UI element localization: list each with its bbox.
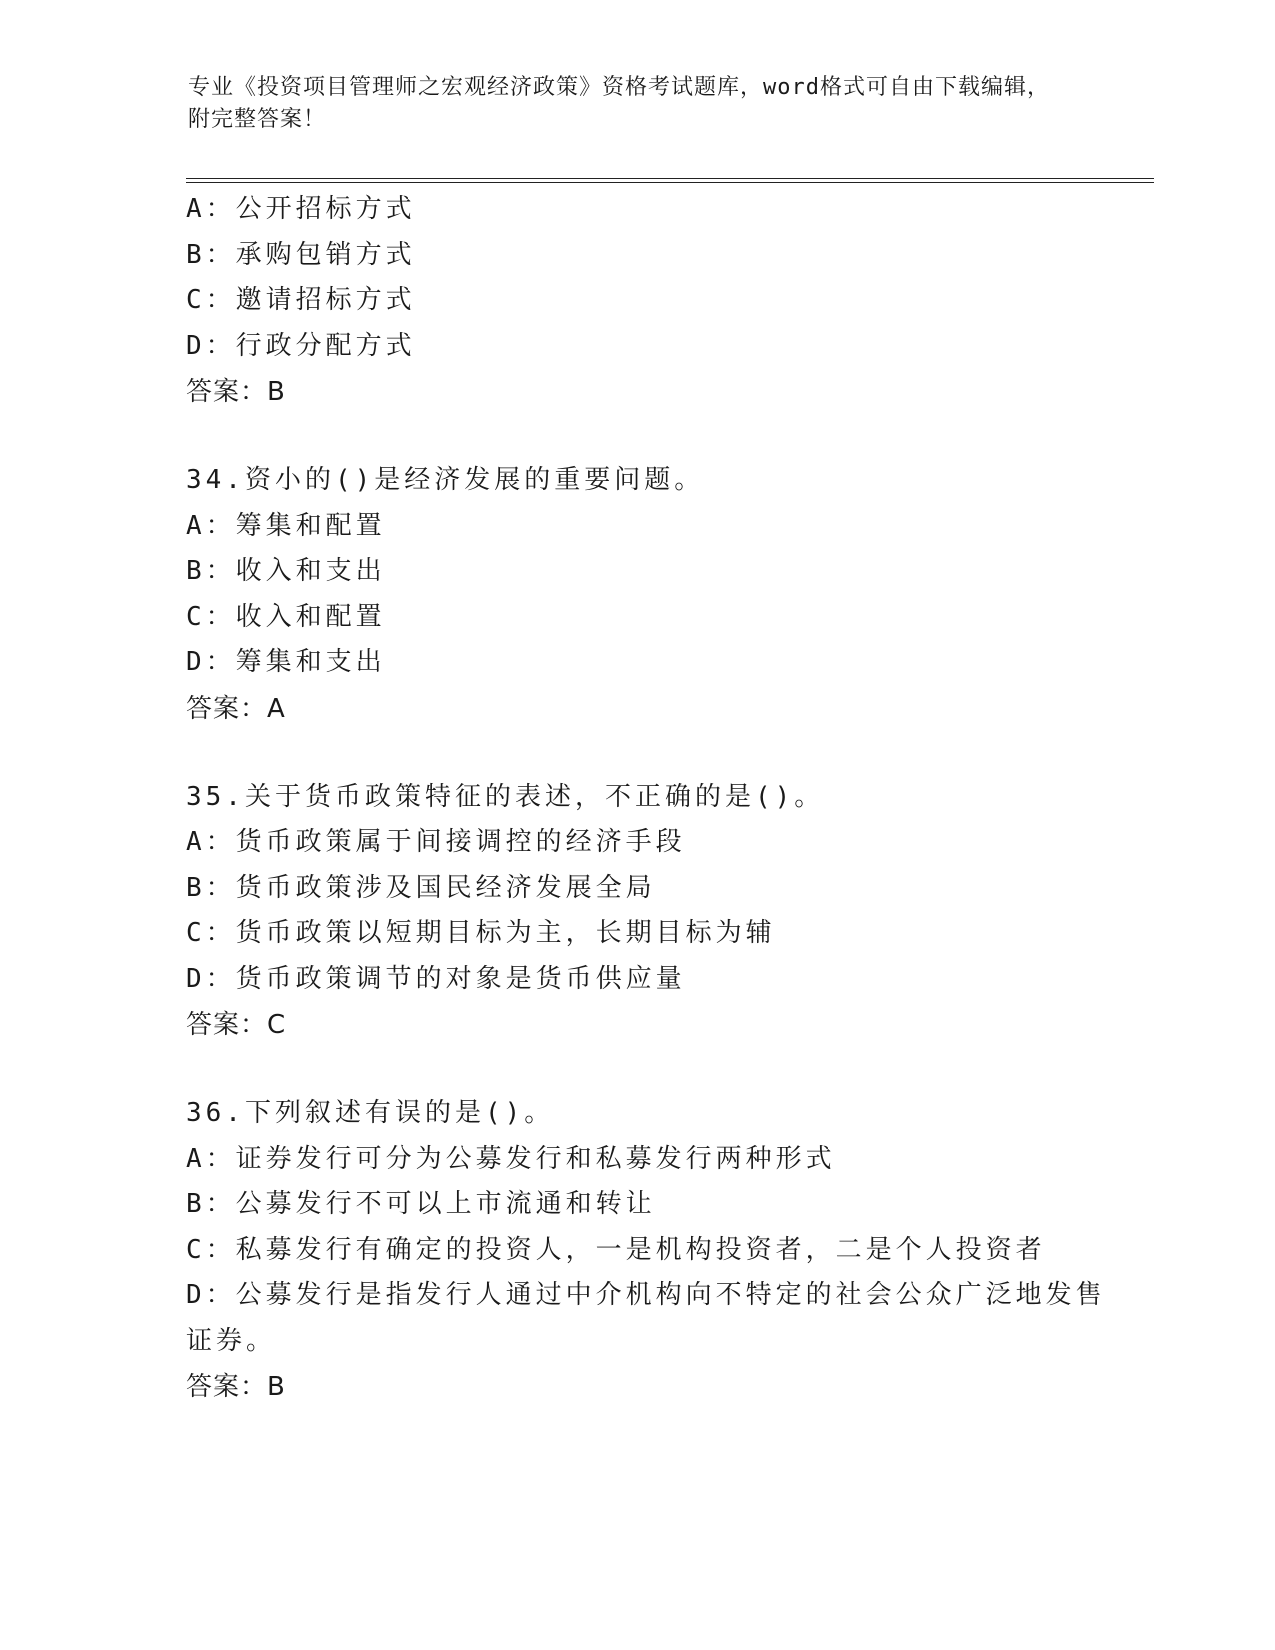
option-b: B：公募发行不可以上市流通和转让	[186, 1189, 656, 1219]
block-spacer	[186, 732, 1086, 775]
question-text: 34.资小的()是经济发展的重要问题。	[186, 465, 705, 495]
option-a: A：公开招标方式	[186, 194, 416, 224]
option-b: B：货币政策涉及国民经济发展全局	[186, 872, 656, 903]
option-d: D：货币政策调节的对象是货币供应量	[186, 963, 686, 994]
option-b: B：承购包销方式	[186, 239, 416, 270]
answer-line: 答案：B	[186, 1372, 286, 1402]
header-divider	[186, 178, 1154, 183]
block-spacer	[186, 1048, 1086, 1091]
document-header: 专业《投资项目管理师之宏观经济政策》资格考试题库，word格式可自由下载编辑，附完整答案！	[188, 75, 1050, 132]
option-c: C：货币政策以短期目标为主，长期目标为辅	[186, 918, 776, 948]
option-d: D：公募发行是指发行人通过中介机构向不特定的社会公众广泛地发售	[186, 1280, 1106, 1310]
question-text: 35.关于货币政策特征的表述，不正确的是()。	[186, 781, 825, 812]
answer-line: 答案：A	[186, 693, 286, 724]
question-block	[186, 458, 1086, 732]
option-d-continuation: 证券。	[186, 1325, 277, 1356]
option-b: B：收入和支出	[186, 556, 386, 586]
block-spacer	[186, 415, 1086, 458]
question-block	[186, 775, 1086, 1049]
answer-line: 答案：B	[186, 377, 286, 407]
option-a: A：筹集和配置	[186, 510, 386, 541]
option-a: A：货币政策属于间接调控的经济手段	[186, 827, 686, 857]
question-block	[186, 187, 1086, 415]
answer-line: 答案：C	[186, 1010, 287, 1040]
question-text: 36.下列叙述有误的是()。	[186, 1098, 555, 1128]
question-block	[186, 1091, 1106, 1410]
option-d: D：筹集和支出	[186, 647, 386, 677]
option-c: C：邀请招标方式	[186, 285, 416, 315]
option-c: C：收入和配置	[186, 601, 386, 632]
option-c: C：私募发行有确定的投资人，一是机构投资者，二是个人投资者	[186, 1234, 1046, 1265]
option-a: A：证券发行可分为公募发行和私募发行两种形式	[186, 1143, 836, 1174]
question-list	[186, 187, 1106, 1410]
option-d: D：行政分配方式	[186, 330, 416, 361]
